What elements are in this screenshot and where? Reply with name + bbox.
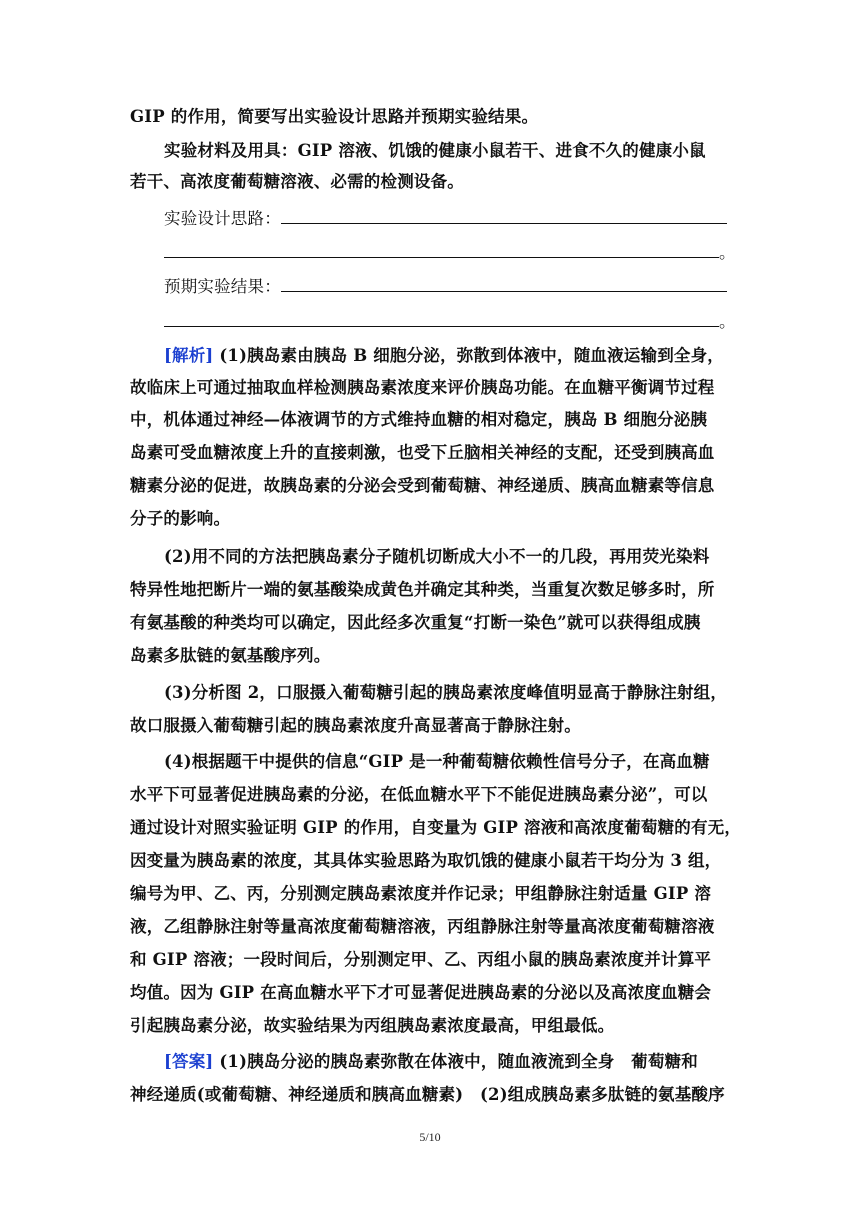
design-idea-label: 实验设计思路： bbox=[164, 209, 281, 228]
text-line: 液，乙组静脉注射等量高浓度葡萄糖溶液，丙组静脉注射等量高浓度葡萄糖溶液 bbox=[130, 917, 715, 936]
text-line: 故口服摄入葡萄糖引起的胰岛素浓度升高显著高于静脉注射。 bbox=[130, 716, 581, 735]
text-line: 引起胰岛素分泌，故实验结果为丙组胰岛素浓度最高，甲组最低。 bbox=[130, 1016, 615, 1035]
expected-result-row bbox=[164, 277, 764, 297]
text-line: 岛素可受血糖浓度上升的直接刺激，也受下丘脑相关神经的支配，还受到胰高血 bbox=[130, 443, 715, 462]
answer-blank bbox=[281, 277, 727, 292]
answer-row bbox=[164, 1052, 764, 1072]
text-line: 均值。因为 GIP 在高血糖水平下才可显著促进胰岛素的分泌以及高浓度血糖会 bbox=[130, 983, 712, 1002]
text-line: 和 GIP 溶液；一段时间后，分别测定甲、乙、丙组小鼠的胰岛素浓度并计算平 bbox=[130, 950, 712, 969]
text-line: 实验材料及用具：GIP 溶液、饥饿的健康小鼠若干、进食不久的健康小鼠 bbox=[164, 141, 706, 160]
text-line: 故临床上可通过抽取血样检测胰岛素浓度来评价胰岛功能。在血糖平衡调节过程 bbox=[130, 378, 715, 397]
text-line: (4)根据题干中提供的信息“GIP 是一种葡萄糖依赖性信号分子，在高血糖 bbox=[164, 752, 710, 771]
period-mark: 。 bbox=[719, 243, 736, 262]
text-line: 有氨基酸的种类均可以确定，因此经多次重复“打断一染色”就可以获得组成胰 bbox=[130, 613, 701, 632]
text-line: 分子的影响。 bbox=[130, 509, 231, 528]
text-line: (1)胰岛分泌的胰岛素弥散在体液中，随血液流到全身 葡萄糖和 bbox=[219, 1052, 698, 1071]
page-number: 5/10 bbox=[419, 1130, 441, 1144]
expected-result-label: 预期实验结果： bbox=[164, 277, 281, 296]
text-line: (2)用不同的方法把胰岛素分子随机切断成大小不一的几段，再用荧光染料 bbox=[164, 547, 710, 566]
text-line: (3)分析图 2，口服摄入葡萄糖引起的胰岛素浓度峰值明显高于静脉注射组， bbox=[164, 683, 728, 702]
expected-result-row-2 bbox=[164, 312, 764, 332]
answer-tag: [答案] bbox=[164, 1052, 214, 1071]
text-line: GIP 的作用，简要写出实验设计思路并预期实验结果。 bbox=[130, 107, 539, 126]
text-line: 编号为甲、乙、丙，分别测定胰岛素浓度并作记录；甲组静脉注射适量 GIP 溶 bbox=[130, 884, 712, 903]
answer-blank bbox=[281, 209, 727, 224]
text-line: 若干、高浓度葡萄糖溶液、必需的检测设备。 bbox=[130, 172, 464, 191]
text-line: 中，机体通过神经—体液调节的方式维持血糖的相对稳定，胰岛 B 细胞分泌胰 bbox=[130, 410, 708, 429]
text-line: 通过设计对照实验证明 GIP 的作用，自变量为 GIP 溶液和高浓度葡萄糖的有无， bbox=[130, 818, 742, 837]
text-line: 特异性地把断片一端的氨基酸染成黄色并确定其种类，当重复次数足够多时，所 bbox=[130, 580, 715, 599]
text-line: 因变量为胰岛素的浓度，其具体实验思路为取饥饿的健康小鼠若干均分为 3 组， bbox=[130, 851, 722, 870]
period-mark: 。 bbox=[719, 312, 736, 331]
answer-blank bbox=[164, 312, 719, 327]
text-line: 水平下可显著促进胰岛素的分泌，在低血糖水平下不能促进胰岛素分泌”，可以 bbox=[130, 785, 708, 804]
answer-blank bbox=[164, 243, 719, 258]
analysis-tag: [解析] bbox=[164, 346, 214, 365]
text-line: 岛素多肽链的氨基酸序列。 bbox=[130, 646, 331, 665]
text-line: (1)胰岛素由胰岛 B 细胞分泌，弥散到体液中，随血液运输到全身， bbox=[219, 346, 725, 365]
design-idea-row-2 bbox=[164, 243, 764, 263]
text-line: 糖素分泌的促进，故胰岛素的分泌会受到葡萄糖、神经递质、胰高血糖素等信息 bbox=[130, 476, 715, 495]
design-idea-row bbox=[164, 209, 764, 229]
text-line: 神经递质(或葡萄糖、神经递质和胰高血糖素) (2)组成胰岛素多肽链的氨基酸序 bbox=[130, 1085, 725, 1104]
analysis-row bbox=[164, 346, 764, 366]
